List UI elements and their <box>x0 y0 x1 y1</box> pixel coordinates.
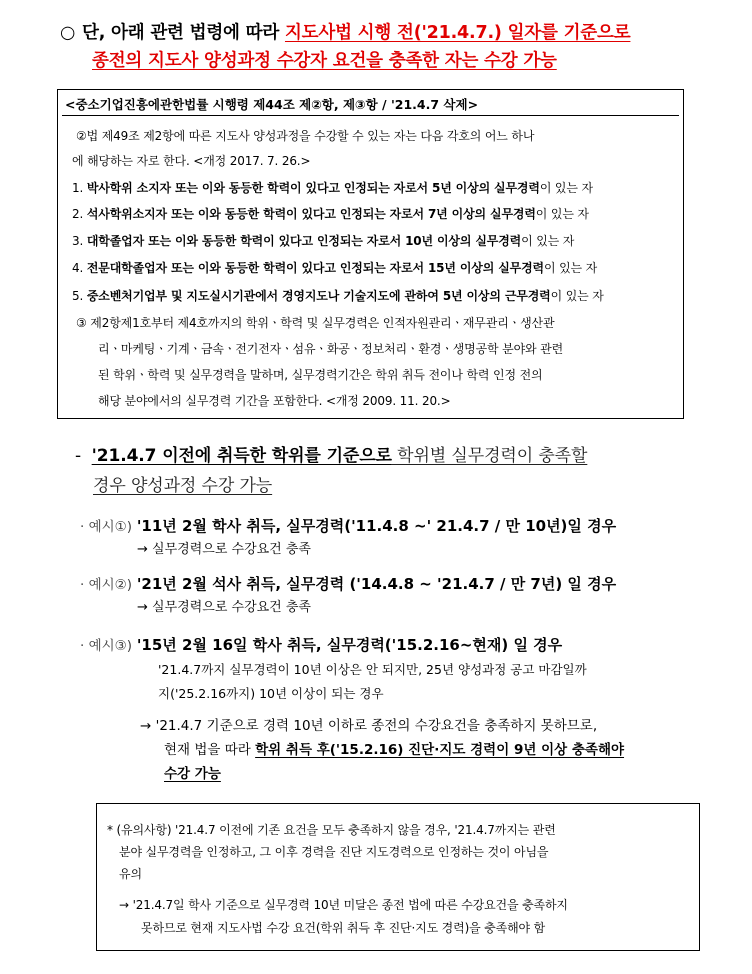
section-degree-basis-rest: 학위별 실무경력이 충족할 <box>391 446 588 466</box>
example-1-label: · 예시①) <box>80 519 133 535</box>
caution-notice-box <box>96 803 700 951</box>
example-3-label: · 예시③) <box>80 638 133 654</box>
law-item-2: 2. 석사학위소지자 또는 이와 동등한 학력이 있다고 인정되는 자로서 7년 이상의 실무경력이 있는 자 <box>72 207 589 221</box>
example-3 <box>80 634 562 657</box>
caution-line3: 유의 <box>119 867 142 881</box>
section-degree-basis <box>75 443 587 469</box>
heading-red-text-1: 지도사법 시행 전('21.4.7.) 일자를 기준으로 <box>284 23 631 43</box>
example-1-result: → 실무경력으로 수강요건 충족 <box>137 542 311 557</box>
law-para2-line2: 에 해당하는 자로 한다. <개정 2017. 7. 26.> <box>72 154 311 168</box>
law-item-4: 4. 전문대학졸업자 또는 이와 동등한 학력이 있다고 인정되는 자로서 15년 이상의 실무경력이 있는 자 <box>72 261 598 275</box>
example-3-arrow-line3: 수강 가능 <box>164 766 221 782</box>
law-excerpt-box <box>57 89 684 419</box>
example-3-requirement-bold: 학위 취득 후('15.2.16) 진단·지도 경력이 9년 이상 충족해야 <box>255 742 625 758</box>
example-3-detail-line1: '21.4.7까지 실무경력이 10년 이상은 안 되지만, 25년 양성과정 공고 마감일까 <box>158 662 587 677</box>
dash-bullet: - <box>75 446 82 466</box>
example-1-text: '11년 2월 학사 취득, 실무경력('11.4.8 ~' 21.4.7 / 만 10년)일 경우 <box>136 517 617 535</box>
example-3-arrow-line1: → '21.4.7 기준으로 경력 10년 이하로 종전의 수강요건을 충족하지 못하므로, <box>140 718 598 734</box>
section-degree-basis-bold: '21.4.7 이전에 취득한 학위를 기준으로 <box>91 446 392 466</box>
example-2-result: → 실무경력으로 수강요건 충족 <box>137 600 311 615</box>
example-2-text: '21년 2월 석사 취득, 실무경력 ('14.4.8 ~ '21.4.7 / 만 7년) 일 경우 <box>136 575 617 593</box>
notice-heading <box>60 20 740 46</box>
law-excerpt-header: <중소기업진흥에관한법률 시행령 제44조 제②항, 제③항 / '21.4.7 삭제> <box>62 94 679 116</box>
caution-line5: 못하므로 현재 지도사법 수강 요건(학위 취득 후 진단·지도 경력)을 충족해야 함 <box>141 921 546 935</box>
law-para3-line2: 리ㆍ마케팅ㆍ기계ㆍ금속ㆍ전기전자ㆍ섬유ㆍ화공ㆍ정보처리ㆍ환경ㆍ생명공학 분야와 관련 <box>98 342 564 356</box>
example-3-detail-line2: 지('25.2.16까지) 10년 이상이 되는 경우 <box>158 686 384 701</box>
example-2 <box>80 573 616 596</box>
law-para3-line1: ③ 제2항제1호부터 제4호까지의 학위ㆍ학력 및 실무경력은 인적자원관리ㆍ재무관리ㆍ생산관 <box>76 316 555 330</box>
example-3-text: '15년 2월 16일 학사 취득, 실무경력('15.2.16~현재) 일 경우 <box>136 636 563 654</box>
circle-bullet-icon: ○ <box>60 23 76 43</box>
caution-line1: * (유의사항) '21.4.7 이전에 기존 요건을 모두 충족하지 않을 경우, '21.4.7까지는 관련 <box>107 823 556 837</box>
law-para3-line4: 해당 분야에서의 실무경력 기간을 포함한다. <개정 2009. 11. 20.> <box>98 394 451 408</box>
heading-red-text-2: 종전의 지도사 양성과정 수강자 요건을 충족한 자는 수강 가능 <box>92 51 557 71</box>
law-item-1: 1. 박사학위 소지자 또는 이와 동등한 학력이 있다고 인정되는 자로서 5년 이상의 실무경력이 있는 자 <box>72 181 593 195</box>
section-degree-basis-line2: 경우 양성과정 수강 가능 <box>93 476 273 496</box>
caution-line2: 분야 실무경력을 인정하고, 그 이후 경력을 진단 지도경력으로 인정하는 것이 아님을 <box>119 845 549 859</box>
heading-plain-text: 단, 아래 관련 법령에 따라 <box>82 23 285 43</box>
example-1 <box>80 515 616 538</box>
caution-line4: → '21.4.7일 학사 기준으로 실무경력 10년 미달은 종전 법에 따른 수강요건을 충족하지 <box>119 898 568 912</box>
example-3-arrow-line2: 현재 법을 따라 학위 취득 후('15.2.16) 진단·지도 경력이 9년 이상 충족해야 <box>164 742 625 758</box>
law-item-5: 5. 중소벤처기업부 및 지도실시기관에서 경영지도나 기술지도에 관하여 5년 이상의 근무경력이 있는 자 <box>72 289 604 303</box>
example-2-label: · 예시②) <box>80 577 133 593</box>
law-item-3: 3. 대학졸업자 또는 이와 동등한 학력이 있다고 인정되는 자로서 10년 이상의 실무경력이 있는 자 <box>72 234 575 248</box>
law-para2-line1: ②법 제49조 제2항에 따른 지도사 양성과정을 수강할 수 있는 자는 다음 각호의 어느 하나 <box>76 129 535 143</box>
law-para3-line3: 된 학위ㆍ학력 및 실무경력을 말하며, 실무경력기간은 학위 취득 전이나 학력 인정 전의 <box>98 368 543 382</box>
